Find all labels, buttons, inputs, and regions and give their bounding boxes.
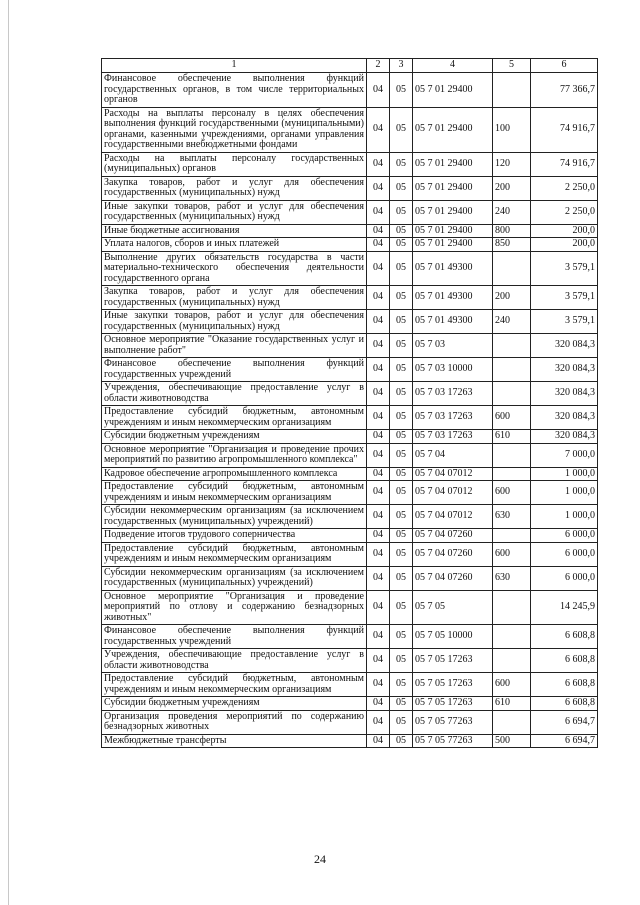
row-name: Иные закупки товаров, работ и услуг для обеспечения государственных (муниципальных) нужд [102,310,367,334]
row-sum: 77 366,7 [531,73,598,108]
row-pr: 05 [390,107,413,152]
row-name: Финансовое обеспечение выполнения функций государственных учреждений [102,358,367,382]
row-pr: 05 [390,697,413,711]
table-row [102,238,598,252]
row-pr: 05 [390,529,413,543]
row-pr: 05 [390,649,413,673]
row-vr [493,334,531,358]
row-pr: 05 [390,406,413,430]
row-csr: 05 7 04 07012 [413,505,493,529]
row-rz: 04 [367,286,390,310]
row-csr: 05 7 01 49300 [413,251,493,286]
row-vr [493,467,531,481]
row-sum: 6 000,0 [531,542,598,566]
row-csr: 05 7 03 [413,334,493,358]
row-name: Субсидии некоммерческим организациям (за исключением государственных (муниципальных) учреждений) [102,505,367,529]
row-pr: 05 [390,467,413,481]
row-sum: 6 694,7 [531,734,598,748]
row-csr: 05 7 04 07260 [413,529,493,543]
row-pr: 05 [390,734,413,748]
row-pr: 05 [390,251,413,286]
row-name: Уплата налогов, сборов и иных платежей [102,238,367,252]
row-rz: 04 [367,625,390,649]
table-row [102,467,598,481]
row-csr: 05 7 01 29400 [413,73,493,108]
row-vr: 600 [493,673,531,697]
table-row [102,710,598,734]
row-csr: 05 7 05 10000 [413,625,493,649]
row-csr: 05 7 03 10000 [413,358,493,382]
row-rz: 04 [367,382,390,406]
row-name: Финансовое обеспечение выполнения функций государственных органов, в том числе территориальных органов [102,73,367,108]
page-number: 24 [314,852,326,866]
row-vr: 200 [493,286,531,310]
row-rz: 04 [367,649,390,673]
row-rz: 04 [367,406,390,430]
row-pr: 05 [390,176,413,200]
column-header: 2 [367,59,390,73]
row-vr: 800 [493,224,531,238]
row-vr [493,382,531,406]
row-name: Основное мероприятие "Организация и проведение прочих мероприятий по развитию агропромышленного комплекса" [102,443,367,467]
row-csr: 05 7 05 [413,590,493,625]
row-sum: 200,0 [531,238,598,252]
row-name: Выполнение других обязательств государства в части материально-технического обеспечения деятельности государственного органа [102,251,367,286]
row-pr: 05 [390,430,413,444]
row-csr: 05 7 01 29400 [413,200,493,224]
table-row [102,649,598,673]
row-pr: 05 [390,542,413,566]
row-vr: 600 [493,481,531,505]
row-rz: 04 [367,673,390,697]
row-sum: 6 694,7 [531,710,598,734]
row-csr: 05 7 03 17263 [413,406,493,430]
row-rz: 04 [367,152,390,176]
page-edge-line [8,0,9,905]
row-vr: 100 [493,107,531,152]
row-csr: 05 7 03 17263 [413,382,493,406]
row-rz: 04 [367,224,390,238]
row-sum: 200,0 [531,224,598,238]
column-header: 6 [531,59,598,73]
row-pr: 05 [390,481,413,505]
row-pr: 05 [390,590,413,625]
row-vr [493,358,531,382]
table-row [102,107,598,152]
row-rz: 04 [367,443,390,467]
row-rz: 04 [367,481,390,505]
row-csr: 05 7 04 07260 [413,542,493,566]
row-csr: 05 7 01 49300 [413,310,493,334]
row-pr: 05 [390,625,413,649]
row-csr: 05 7 04 07012 [413,467,493,481]
row-vr: 600 [493,406,531,430]
row-name: Финансовое обеспечение выполнения функций государственных учреждений [102,625,367,649]
row-vr [493,590,531,625]
row-rz: 04 [367,467,390,481]
row-rz: 04 [367,697,390,711]
table-row [102,310,598,334]
row-sum: 74 916,7 [531,152,598,176]
table-row [102,697,598,711]
row-pr: 05 [390,334,413,358]
table-row [102,625,598,649]
row-rz: 04 [367,73,390,108]
table-row [102,542,598,566]
row-rz: 04 [367,107,390,152]
row-vr [493,529,531,543]
row-sum: 320 084,3 [531,430,598,444]
row-sum: 6 608,8 [531,649,598,673]
row-sum: 14 245,9 [531,590,598,625]
row-sum: 7 000,0 [531,443,598,467]
column-header: 4 [413,59,493,73]
row-name: Подведение итогов трудового соперничества [102,529,367,543]
row-pr: 05 [390,505,413,529]
row-rz: 04 [367,734,390,748]
row-rz: 04 [367,176,390,200]
row-vr [493,710,531,734]
row-sum: 320 084,3 [531,382,598,406]
row-vr: 240 [493,310,531,334]
row-name: Закупка товаров, работ и услуг для обеспечения государственных (муниципальных) нужд [102,286,367,310]
row-sum: 2 250,0 [531,200,598,224]
row-name: Субсидии бюджетным учреждениям [102,430,367,444]
table-row [102,224,598,238]
row-rz: 04 [367,334,390,358]
table-row [102,529,598,543]
table-row [102,358,598,382]
column-header: 1 [102,59,367,73]
row-rz: 04 [367,710,390,734]
row-name: Расходы на выплаты персоналу государственных (муниципальных) органов [102,152,367,176]
row-csr: 05 7 04 07260 [413,566,493,590]
row-vr: 610 [493,430,531,444]
row-csr: 05 7 04 07012 [413,481,493,505]
row-vr: 240 [493,200,531,224]
row-pr: 05 [390,310,413,334]
table-row [102,566,598,590]
table-row [102,673,598,697]
row-sum: 6 608,8 [531,697,598,711]
row-name: Иные бюджетные ассигнования [102,224,367,238]
row-csr: 05 7 01 29400 [413,107,493,152]
row-vr: 630 [493,505,531,529]
row-sum: 1 000,0 [531,505,598,529]
row-name: Основное мероприятие "Оказание государственных услуг и выполнение работ" [102,334,367,358]
row-sum: 74 916,7 [531,107,598,152]
row-sum: 320 084,3 [531,358,598,382]
row-pr: 05 [390,200,413,224]
row-csr: 05 7 05 77263 [413,710,493,734]
table-row [102,430,598,444]
row-name: Расходы на выплаты персоналу в целях обеспечения выполнения функций государственными (муниципальными) органами, казенными учреждениями, органами управления государственными внебюджетными фондами [102,107,367,152]
row-csr: 05 7 01 29400 [413,152,493,176]
row-csr: 05 7 01 49300 [413,286,493,310]
row-sum: 320 084,3 [531,334,598,358]
row-name: Кадровое обеспечение агропромышленного комплекса [102,467,367,481]
table-row [102,200,598,224]
row-csr: 05 7 01 29400 [413,238,493,252]
table-row [102,443,598,467]
row-pr: 05 [390,238,413,252]
row-pr: 05 [390,710,413,734]
table-row [102,505,598,529]
row-csr: 05 7 01 29400 [413,176,493,200]
row-name: Иные закупки товаров, работ и услуг для обеспечения государственных (муниципальных) нужд [102,200,367,224]
row-pr: 05 [390,152,413,176]
row-sum: 6 608,8 [531,625,598,649]
row-pr: 05 [390,73,413,108]
row-rz: 04 [367,529,390,543]
row-pr: 05 [390,443,413,467]
row-vr: 120 [493,152,531,176]
row-sum: 1 000,0 [531,481,598,505]
column-header: 5 [493,59,531,73]
table-row [102,590,598,625]
row-name: Субсидии бюджетным учреждениям [102,697,367,711]
row-rz: 04 [367,505,390,529]
table-row [102,334,598,358]
row-sum: 6 000,0 [531,529,598,543]
row-pr: 05 [390,673,413,697]
row-rz: 04 [367,238,390,252]
row-pr: 05 [390,286,413,310]
table-row [102,734,598,748]
row-rz: 04 [367,200,390,224]
row-csr: 05 7 01 29400 [413,224,493,238]
row-name: Субсидии некоммерческим организациям (за исключением государственных (муниципальных) учреждений) [102,566,367,590]
row-rz: 04 [367,251,390,286]
row-rz: 04 [367,310,390,334]
row-vr: 600 [493,542,531,566]
budget-table [101,58,598,748]
row-vr [493,443,531,467]
column-header: 3 [390,59,413,73]
row-name: Закупка товаров, работ и услуг для обеспечения государственных (муниципальных) нужд [102,176,367,200]
table-row [102,73,598,108]
row-name: Предоставление субсидий бюджетным, автономным учреждениям и иным некоммерческим организациям [102,673,367,697]
row-rz: 04 [367,358,390,382]
row-name: Межбюджетные трансферты [102,734,367,748]
table-row [102,286,598,310]
table-row [102,481,598,505]
row-sum: 6 608,8 [531,673,598,697]
row-vr [493,625,531,649]
row-csr: 05 7 05 77263 [413,734,493,748]
row-rz: 04 [367,430,390,444]
row-name: Учреждения, обеспечивающие предоставление услуг в области животноводства [102,649,367,673]
row-vr: 630 [493,566,531,590]
row-sum: 2 250,0 [531,176,598,200]
row-sum: 320 084,3 [531,406,598,430]
row-rz: 04 [367,590,390,625]
row-vr [493,73,531,108]
row-csr: 05 7 05 17263 [413,673,493,697]
row-sum: 6 000,0 [531,566,598,590]
row-rz: 04 [367,542,390,566]
row-sum: 3 579,1 [531,310,598,334]
row-vr: 610 [493,697,531,711]
row-pr: 05 [390,224,413,238]
row-pr: 05 [390,566,413,590]
row-csr: 05 7 05 17263 [413,697,493,711]
table-row [102,152,598,176]
table-row [102,251,598,286]
row-vr: 500 [493,734,531,748]
row-csr: 05 7 03 17263 [413,430,493,444]
row-vr [493,251,531,286]
row-vr [493,649,531,673]
row-name: Организация проведения мероприятий по содержанию безнадзорных животных [102,710,367,734]
table-header-row [102,59,598,73]
row-rz: 04 [367,566,390,590]
table-row [102,382,598,406]
row-name: Учреждения, обеспечивающие предоставление услуг в области животноводства [102,382,367,406]
row-vr: 200 [493,176,531,200]
row-name: Предоставление субсидий бюджетным, автономным учреждениям и иным некоммерческим организациям [102,481,367,505]
table-row [102,176,598,200]
row-vr: 850 [493,238,531,252]
row-name: Предоставление субсидий бюджетным, автономным учреждениям и иным некоммерческим организациям [102,406,367,430]
row-pr: 05 [390,382,413,406]
row-sum: 1 000,0 [531,467,598,481]
row-sum: 3 579,1 [531,251,598,286]
row-csr: 05 7 04 [413,443,493,467]
row-name: Предоставление субсидий бюджетным, автономным учреждениям и иным некоммерческим организациям [102,542,367,566]
table-row [102,406,598,430]
row-name: Основное мероприятие "Организация и проведение мероприятий по отлову и содержанию безнадзорных животных" [102,590,367,625]
row-sum: 3 579,1 [531,286,598,310]
row-csr: 05 7 05 17263 [413,649,493,673]
row-pr: 05 [390,358,413,382]
